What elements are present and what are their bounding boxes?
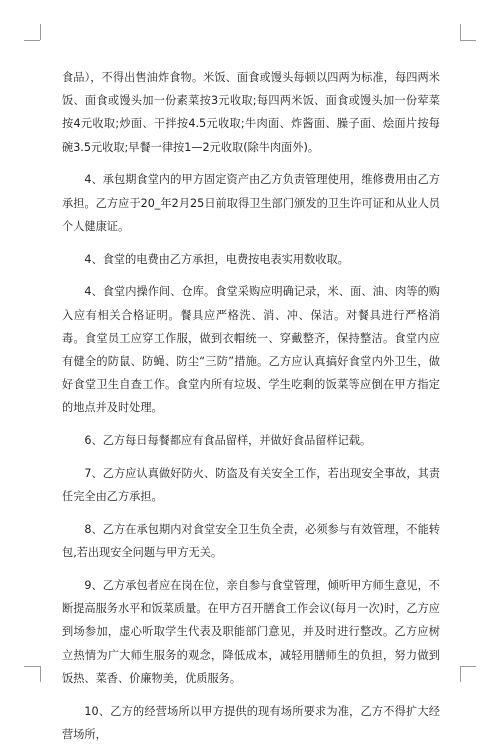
- crop-mark-top-left: [40, 24, 41, 40]
- crop-mark-bottom-left: [40, 666, 41, 682]
- paragraph-clause-7: 7、乙方应认真做好防火、防盗及有关安全工作，若出现安全事故，其责任完全由乙方承担。: [62, 467, 440, 504]
- paragraph-clause-10: 10、乙方的经营场所以甲方提供的现有场所要求为准，乙方不得扩大经营场所，: [62, 704, 440, 741]
- paragraph-clause-8: 8、乙方在承包期内对食堂安全卫生负全责，必须参与有效管理，不能转包,若出现安全问题与甲方无关。: [62, 523, 440, 560]
- paragraph-continuation: 食品），不得出售油炸食物。米饭、面食或馒头每顿以四两为标准，每四两米饭、面食或馒头加一份素菜按3元收取;每四两米饭、面食或馒头加一份荤菜按4元收取;炒面、干拌按4.5元收取;牛肉面、炸酱面、臊子面、烩面片按每碗3.5元收取;早餐一律按1—2元收取(除牛肉面外)。: [62, 71, 440, 154]
- crop-mark-bottom-right: [460, 666, 461, 682]
- crop-mark-top-left: [24, 40, 40, 41]
- crop-mark-top-right: [460, 40, 476, 41]
- crop-mark-bottom-left: [24, 666, 40, 667]
- crop-mark-top-right: [460, 24, 461, 40]
- paragraph-clause-4-electricity: 4、食堂的电费由乙方承担，电费按电表实用数收取。: [84, 252, 349, 266]
- paragraph-clause-9: 9、乙方承包者应在岗在位，亲自参与食堂管理，倾听甲方师生意见，不断提高服务水平和饭菜质量。在甲方召开膳食工作会议(每月一次)时，乙方应到场参加，虚心听取学生代表及职能部门意见，并及时进行整改。乙方应树立热情为广大师生服务的观念，降低成本，减轻用膳师生的负担，努力做到饭热、菜香、价廉物美，优质服务。: [62, 579, 440, 685]
- paragraph-clause-6: 6、乙方每日每餐都应有食品留样，并做好食品留样记载。: [84, 434, 372, 448]
- paragraph-clause-4-assets: 4、承包期食堂内的甲方固定资产由乙方负责管理使用，维修费用由乙方承担。乙方应于20_年2月25日前取得卫生部门颁发的卫生许可证和从业人员个人健康证。: [62, 173, 440, 233]
- document-body: [62, 66, 440, 756]
- crop-mark-bottom-right: [460, 666, 476, 667]
- paragraph-clause-4-hygiene: 4、食堂内操作间、仓库。食堂采购应明确记录，米、面、油、肉等的购入应有相关合格证明。餐具应严格洗、消、冲、保洁。对餐具进行严格消毒。食堂员工应穿工作服，做到衣帽统一、穿戴整齐，保持整洁。食堂内应有健全的防鼠、防蝇、防尘“三防”措施。乙方应认真搞好食堂内外卫生，做好食堂卫生自查工作。食堂内所有垃圾、学生吃剩的饭菜等应倒在甲方指定的地点并及时处理。: [62, 285, 440, 415]
